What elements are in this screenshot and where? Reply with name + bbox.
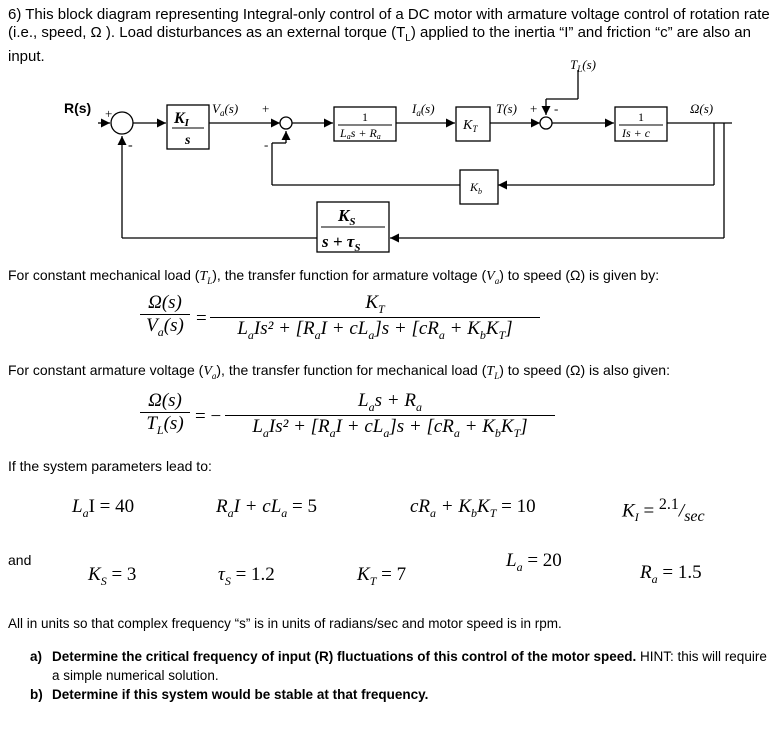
param-ra: $R_a = 1.5$: [640, 562, 702, 586]
problem-statement: 6) This block diagram representing Integral-only control of a DC motor with armature voltage control of rotation rate (i.e., speed, Ω ). Load disturbances as an external torque $(T_L)$ applied to the inertia “I” and friction “c” are also an input.: [8, 6, 770, 65]
param-kt: $K_T = 7$: [357, 564, 407, 588]
tf2-rhs: $L_as + R_a$ $L_aIs^2 + [R_aI + cL_a]s + [cR_a + K_bK_T]$: [225, 390, 555, 441]
summing-junction-3: [540, 117, 552, 129]
svg-text:-: -: [554, 101, 559, 116]
svg-text:Las + Ra: Las + Ra: [340, 126, 381, 141]
svg-text:+: +: [262, 101, 270, 116]
equals-2: = −: [195, 406, 222, 427]
text-line-1: For constant mechanical load $(T_L)$, the transfer function for armature voltage $(V_a)$ to speed (Ω) is given by:: [8, 267, 660, 286]
equals-1: =: [196, 308, 207, 329]
svg-text:s: s: [185, 133, 191, 148]
param-rai-cla: $R_aI + cL_a = 5$: [216, 496, 317, 520]
omega-label: Ω(s): [690, 101, 714, 116]
param-tau-s: $\tau_S = 1.2$: [218, 564, 275, 588]
summing-junction-1: [111, 112, 133, 134]
text-line-3: If the system parameters lead to:: [8, 458, 212, 474]
text-line-2: For constant armature voltage $(V_a)$, the transfer function for mechanical load $(T_L)$ to speed (Ω) is also given:: [8, 362, 670, 381]
and-label: and: [8, 552, 32, 568]
units-note: All in units so that complex frequency “s” is in units of radians/sec and motor speed is in rpm.: [8, 616, 562, 631]
t-label: T(s): [496, 101, 517, 116]
block-diagram: [0, 55, 782, 265]
tl-label: $T_L(s)$: [570, 57, 596, 74]
svg-text:+: +: [530, 101, 538, 116]
question-a: a) Determine the critical frequency of input (R) fluctuations of this control of the motor speed. HINT: this will require a simple numerical solution.: [30, 649, 767, 683]
svg-text:KT: $K_T$: [463, 118, 478, 134]
svg-text:Is + c: Is + c: [622, 126, 651, 140]
param-la: $L_a = 20$: [506, 550, 562, 574]
svg-text:-: -: [128, 138, 133, 153]
tf2-lhs: Ω(s) $T_L(s)$: [140, 390, 190, 438]
svg-text:Kb: $K_b$: [470, 180, 483, 196]
r-label: R(s): [64, 100, 92, 116]
tf1-rhs: $K_T$ $L_aIs^2 + [R_aI + cL_a]s + [cR_a + K_bK_T]$: [210, 292, 540, 343]
param-cra-kbkt: $cR_a + K_bK_T = 10$: [410, 496, 536, 520]
ia-label: $I_a(s)$: [412, 101, 435, 118]
summing-junction-2: [280, 117, 292, 129]
param-ki: $K_I = ^{2.1}/_{sec}$: [622, 496, 705, 526]
tf1-lhs: Ω(s) $V_a(s)$: [140, 292, 190, 340]
ki-numerator: KI: [174, 110, 189, 129]
sensor-denominator: $s + \tau_S$: [322, 232, 361, 254]
svg-text:-: -: [264, 137, 269, 152]
question-b: b) Determine if this system would be stable at that frequency.: [30, 687, 429, 702]
question-list: [28, 647, 778, 704]
svg-text:+: +: [105, 106, 113, 121]
sensor-numerator: $K_S$: [338, 206, 356, 228]
param-lai: $L_aI = 40$: [72, 496, 135, 520]
svg-text:1: 1: [362, 110, 368, 124]
param-ks: $K_S = 3$: [88, 564, 137, 588]
va-label: $V_a(s)$: [212, 101, 239, 118]
svg-text:1: 1: [638, 110, 644, 124]
